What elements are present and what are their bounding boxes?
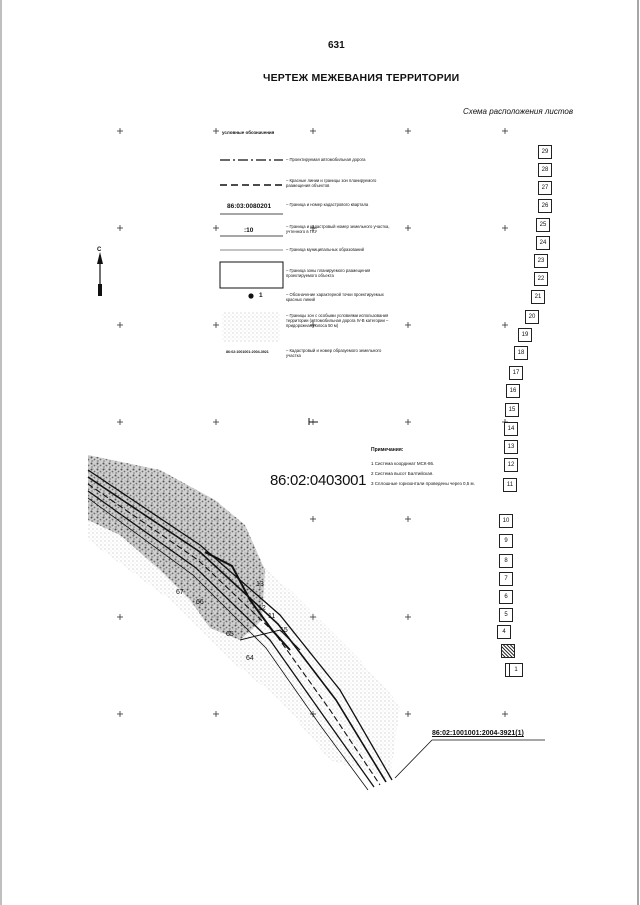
sheet-index-cell: 12: [504, 458, 518, 472]
sheet-index-cell: 29: [538, 145, 552, 159]
map-point-label: 66: [196, 599, 204, 606]
north-arrow-icon: [97, 252, 103, 296]
legend-item-text: – Проектируемая автомобильная дорога: [286, 157, 366, 162]
sheet-index-cell: 27: [538, 181, 552, 195]
sheet-title: ЧЕРТЕЖ МЕЖЕВАНИЯ ТЕРРИТОРИИ: [263, 72, 460, 84]
legend-item-text: – Красные линии и границы зон планируемого размещения объектов: [286, 178, 377, 188]
legend-sample-point: 1: [259, 292, 263, 299]
sheet-index-cell: 1: [509, 663, 523, 677]
sheet-index-cell: 7: [499, 572, 513, 586]
map-point-label: 13: [256, 581, 264, 588]
cadastral-quarter-label: 86:02:0403001: [270, 472, 367, 489]
map-point-label: 11: [268, 613, 276, 620]
sheet-index-cell: 25: [536, 218, 550, 232]
north-label: С: [97, 247, 102, 253]
legend-sample-parcel: :10: [244, 227, 254, 234]
legend-sample-new-parcel: 86:02:1001001:2004-3921: [226, 350, 269, 354]
center-mark: [309, 418, 318, 425]
sheet-index-cell: 14: [504, 422, 518, 436]
legend-item-text: – Границы зон с особыми условиями использования территории (автомобильная дорога IV-В категории – придорожная полоса 50 м): [286, 313, 389, 328]
map-point-label: 67: [176, 589, 184, 596]
map-point-label: 64: [246, 655, 254, 662]
sheet-index-cell: [501, 644, 515, 658]
map-point-label: 12: [258, 605, 266, 612]
sheet-index-cell: 21: [531, 290, 545, 304]
legend-item-text: – Обозначение характерной точки проектируемых красных линий: [286, 292, 384, 302]
legend-item-text: – Граница и кадастровый номер земельного участка, учтенного в ГКУ: [286, 224, 390, 234]
page-number: 631: [328, 40, 345, 51]
legend-heading: условные обозначения: [222, 130, 275, 135]
sheet-index-cell: 4: [497, 625, 511, 639]
legend-item-text: – Граница муниципальных образований: [286, 247, 364, 252]
sheet-index-cell: 10: [499, 514, 513, 528]
parcel-label: 86:02:1001001:2004-3921(1): [432, 730, 524, 737]
map-point-label: 65: [226, 631, 234, 638]
sheet-index-cell: 16: [506, 384, 520, 398]
legend-symbol-zone: [220, 262, 283, 288]
legend-item-text: – Кадастровый и номер образуемого земельного участка: [286, 348, 382, 358]
sheet-index-cell: 5: [499, 608, 513, 622]
parcel-leader-line: [395, 740, 432, 778]
sheet-index-cell: 26: [538, 199, 552, 213]
sheet-index-cell: 9: [499, 534, 513, 548]
note-line: 1 Система координат МСК-86.: [371, 461, 435, 466]
sheet-index-cell: 6: [499, 590, 513, 604]
map-point-label: 15: [280, 627, 288, 634]
map-roadside-zone: [88, 455, 400, 780]
legend-symbol-zone-special: [222, 312, 280, 342]
legend-symbols: [220, 160, 283, 342]
sheet-index-cell: 11: [503, 478, 517, 492]
note-line: 3 Сплошные горизонтали проведены через 0,5 м.: [371, 481, 475, 486]
sheet-index-cell: 13: [504, 440, 518, 454]
sheet-index-cell: 15: [505, 403, 519, 417]
sheet-index-cell: 18: [514, 346, 528, 360]
sheet-index-cell: 28: [538, 163, 552, 177]
sheet-layout-title: Схема расположения листов: [463, 107, 574, 116]
legend-symbol-point: [248, 293, 253, 298]
legend-sample-quarter: 86:03:0080201: [227, 203, 272, 210]
sheet-index-cell: 23: [534, 254, 548, 268]
sheet-index-cell: 20: [525, 310, 539, 324]
sheet-index-cell: 17: [509, 366, 523, 380]
legend-item-text: – Граница зоны планируемого размещения проектируемого объекта: [286, 268, 371, 278]
legend-item-text: – Граница и номер кадастрового квартала: [286, 202, 369, 207]
notes-title: Примечания:: [371, 447, 404, 453]
sheet-index-cell: 24: [536, 236, 550, 250]
sheet-index-cell: 22: [534, 272, 548, 286]
sheet-index-cell: 19: [518, 328, 532, 342]
sheet-index-cell: 8: [499, 554, 513, 568]
note-line: 2 Система высот Балтийская.: [371, 471, 434, 476]
